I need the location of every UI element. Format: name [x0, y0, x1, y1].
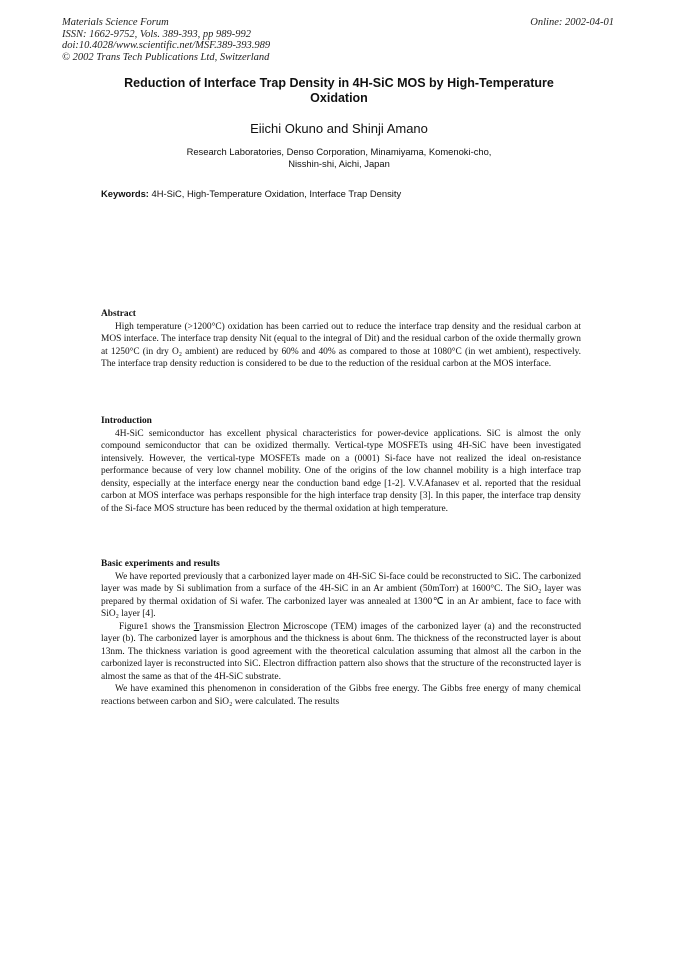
- affiliation: [118, 146, 560, 170]
- keywords-list: 4H-SiC, High-Temperature Oxidation, Interface Trap Density: [151, 188, 402, 199]
- basic-experiments-section: [101, 558, 581, 708]
- journal-name: Materials Science Forum: [62, 17, 169, 28]
- keywords-label: Keywords:: [101, 188, 149, 199]
- authors: Eiichi Okuno and Shinji Amano: [250, 121, 428, 136]
- issn-line: ISSN: 1662-9752, Vols. 389-393, pp 989-992: [62, 28, 251, 40]
- p2-t: T: [193, 621, 200, 632]
- p2-icroscope: icroscope: [291, 621, 328, 632]
- doi-line: doi:10.4028/www.scientific.net/MSF.389-393.989: [62, 40, 271, 51]
- affiliation-line-2: Nisshin-shi, Aichi, Japan: [288, 158, 390, 169]
- abstract-heading: Abstract: [101, 309, 136, 319]
- journal-header: [62, 17, 270, 63]
- introduction-text: 4H-SiC semiconductor has excellent physical characteristics for power-device applications. SiC is almost the only compound semiconductor that can be oxidized thermally. Vertical-type MOSFETs using 4H-SiC have been investigated intensively. However, the vertical-type MOSFETs made on a (0001) Si-face have not realized the ideal on-resistance performance because of very low channel mobility. One of the origins of the low channel mobility is a high interface trap density, especially at the interface energy near the conduction band edge [1-2]. V.V.Afanasev et al. reported that the residual carbon at MOS interface was perhaps responsible for the high interface trap density [3]. In this paper, the interface trap density of the Si-face MOS structure has been reduced by the thermal oxidation at high temperature.: [101, 428, 581, 514]
- p2-lectron: lectron: [253, 621, 283, 632]
- p2-e: E: [247, 621, 254, 632]
- abstract-text: High temperature (>1200°C) oxidation has been carried out to reduce the interface trap density and the residual carbon at MOS interface. The interface trap density Nit (equal to the integral of Dit) and the residual carbon of the oxide thermally grown at 1250°C (in dry O₂ ambient) are reduced by 60% and 40% as compared to those at 1080°C (in wet ambient), respectively. The interface trap density reduction is considered to be due to the reduction of the residual carbon at the MOS interface.: [101, 321, 581, 369]
- copyright-line: © 2002 Trans Tech Publications Ltd, Switzerland: [62, 51, 270, 63]
- keywords: [101, 188, 581, 200]
- basic-paragraph-3: We have examined this phenomenon in consideration of the Gibbs free energy. The Gibbs free energy of many chemical reactions between carbon and SiO₂ were calculated. The results: [101, 684, 581, 707]
- p2-rest: (TEM) images of the carbonized layer (a) and the reconstructed layer (b). The carbonized layer is amorphous and the thickness is about 6nm. The thickness of the reconstructed layer is about 13nm. The thickness variation is good agreement with the theoretical calculation assuming that almost all the carbon in the carbonized layer is reconstructed into SiC. Electron diffraction pattern also shows that the structure of the reconstructed layer is almost the same as that of the 4H-SiC substrate.: [101, 621, 582, 682]
- basic-paragraph-2: [101, 621, 581, 684]
- p2-m: M: [282, 621, 292, 632]
- abstract-section: [101, 308, 581, 371]
- basic-paragraph-1: We have reported previously that a carbonized layer made on 4H-SiC Si-face could be reconstructed to SiC. The carbonized layer was made by Si sublimation from a surface of the 4H-SiC in an Ar ambient (50mTorr) at 1600°C. The SiO₂ layer was prepared by thermal oxidation of Si wafer. The carbonized layer was annealed at 1300℃ in an Ar ambient, face to face with SiO₂ layer [4].: [101, 571, 581, 619]
- paper-title: Reduction of Interface Trap Density in 4H-SiC MOS by High-Temperature Oxidation: [124, 76, 554, 105]
- basic-experiments-heading: Basic experiments and results: [101, 559, 220, 569]
- introduction-section: [101, 415, 581, 515]
- p2-ransmission: ransmission: [199, 621, 248, 632]
- affiliation-line-1: Research Laboratories, Denso Corporation, Minamiyama, Komenoki-cho,: [186, 146, 492, 157]
- introduction-heading: Introduction: [101, 416, 152, 426]
- p2-prefix: Figure1 shows the: [119, 621, 194, 632]
- online-date: Online: 2002-04-01: [530, 17, 614, 28]
